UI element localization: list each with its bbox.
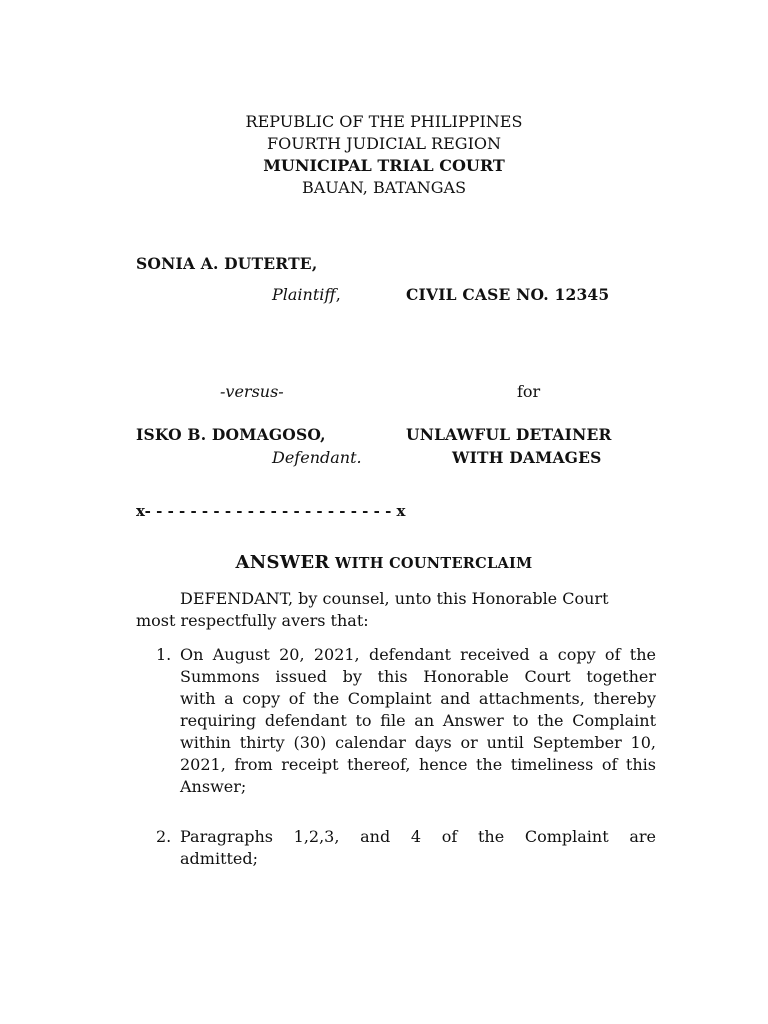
versus-label: -versus- [220,382,284,401]
paragraph-1-number: 1. [156,645,172,664]
for-label: for [517,382,541,401]
plaintiff-name: SONIA A. DUTERTE, [136,254,318,273]
caption-divider: x- - - - - - - - - - - - - - - - - - - - - - x [136,502,406,520]
court-header [0,111,768,199]
defendant-role: Defendant. [272,448,362,467]
header-location: BAUAN, BATANGAS [301,178,467,197]
case-number: CIVIL CASE NO. 12345 [406,285,610,304]
paragraph-2-number: 2. [156,827,172,846]
pleading-title [0,552,768,575]
case-nature-line1: UNLAWFUL DETAINER [406,425,612,444]
paragraph-1 [136,644,656,798]
header-court: MUNICIPAL TRIAL COURT [263,156,505,175]
paragraph-2 [136,826,656,870]
paragraph-2-line: Paragraphs 1,2,3, and 4 of the Complaint are [180,827,656,846]
paragraph-1-text [180,644,656,798]
plaintiff-role-comma: , [335,285,341,304]
paragraph-1-line: Answer; [180,777,247,796]
plaintiff-role-label: Plaintiff [272,285,336,304]
header-region: FOURTH JUDICIAL REGION [267,134,501,153]
paragraph-1-line: Summons issued by this Honorable Court together [180,667,656,686]
paragraph-1-line: requiring defendant to file an Answer to the Complaint [180,711,656,730]
paragraph-1-line: within thirty (30) calendar days or until September 10, [180,733,656,752]
defendant-name: ISKO B. DOMAGOSO, [136,425,326,444]
pleading-title-sub: WITH COUNTERCLAIM [329,555,533,572]
header-republic: REPUBLIC OF THE PHILIPPINES [245,112,523,131]
plaintiff-role [272,284,341,306]
intro-paragraph [136,588,636,632]
paragraph-2-text [180,826,656,870]
paragraph-1-line: with a copy of the Complaint and attachments, thereby [180,689,656,708]
paragraph-1-line: On August 20, 2021, defendant received a copy of the [180,645,656,664]
pleading-title-main: ANSWER [235,552,330,573]
intro-text: DEFENDANT, by counsel, unto this Honorable Court most respectfully avers that: [136,589,609,630]
paragraph-2-line: admitted; [180,849,259,868]
paragraph-1-line: 2021, from receipt thereof, hence the timeliness of this [180,755,656,774]
case-nature-line2: WITH DAMAGES [452,448,602,467]
